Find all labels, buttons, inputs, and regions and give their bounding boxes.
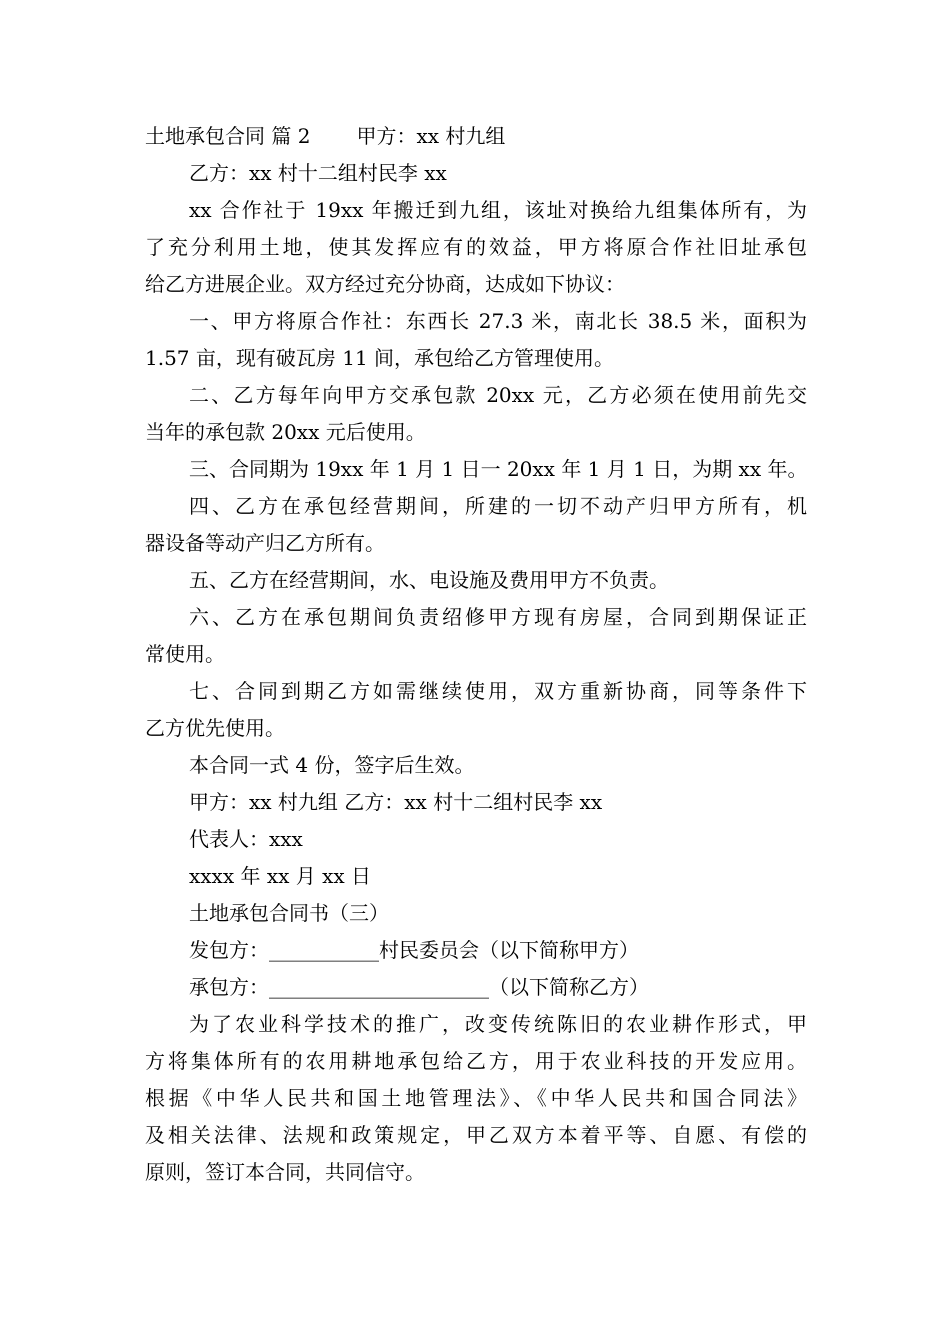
date-line: xxxx 年 xx 月 xx 日 xyxy=(189,864,372,888)
clause-3-line: 三、合同期为 19xx 年 1 月 1 日一 20xx 年 1 月 1 日，为期 xx 年。 xyxy=(189,457,808,481)
clause-2-line: 当年的承包款 20xx 元后使用。 xyxy=(145,420,426,444)
intro-paragraph-line: 了充分利用土地，使其发挥应有的效益，甲方将原合作社旧址承包 xyxy=(145,235,807,259)
intro-paragraph-line: xx 合作社于 19xx 年搬迁到九组，该址对换给九组集体所有，为 xyxy=(189,198,807,222)
party-b-line: 乙方：xx 村十二组村民李 xx xyxy=(189,161,447,185)
clause-2-line: 二、乙方每年向甲方交承包款 20xx 元，乙方必须在使用前先交 xyxy=(189,383,807,407)
copies-line: 本合同一式 4 份，签字后生效。 xyxy=(189,753,475,777)
signature-parties-line: 甲方：xx 村九组 乙方：xx 村十二组村民李 xx xyxy=(189,790,603,814)
clause-6-line: 六、乙方在承包期间负责绍修甲方现有房屋，合同到期保证正 xyxy=(189,605,807,629)
clause-5-line: 五、乙方在经营期间，水、电设施及费用甲方不负责。 xyxy=(189,568,669,592)
clause-4-line: 器设备等动产归乙方所有。 xyxy=(145,531,385,555)
preamble-paragraph-line: 原则，签订本合同，共同信守。 xyxy=(145,1160,425,1184)
contractor-issuer-line: 发包方：___________村民委员会（以下简称甲方） xyxy=(189,938,639,962)
clause-1-line: 1.57 亩，现有破瓦房 11 间，承包给乙方管理使用。 xyxy=(145,346,615,370)
preamble-paragraph-line: 根据《中华人民共和国土地管理法》、《中华人民共和国合同法》 xyxy=(145,1086,807,1110)
section-title: 土地承包合同书（三） xyxy=(189,901,389,925)
representative-line: 代表人：xxx xyxy=(189,827,303,851)
contractor-receiver-line: 承包方：______________________（以下简称乙方） xyxy=(189,975,649,999)
document-body xyxy=(145,118,807,1191)
clause-7-line: 乙方优先使用。 xyxy=(145,716,285,740)
party-a-heading: 甲方：xx 村九组 xyxy=(356,124,506,148)
clause-6-line: 常使用。 xyxy=(145,642,225,666)
clause-1-line: 一、甲方将原合作社：东西长 27.3 米，南北长 38.5 米，面积为 xyxy=(189,309,807,333)
contract-heading-line xyxy=(145,118,807,155)
intro-paragraph-line: 给乙方进展企业。双方经过充分协商，达成如下协议： xyxy=(145,272,625,296)
clause-7-line: 七、合同到期乙方如需继续使用，双方重新协商，同等条件下 xyxy=(189,679,807,703)
preamble-paragraph-line: 为了农业科学技术的推广，改变传统陈旧的农业耕作形式，甲 xyxy=(189,1012,807,1036)
clause-4-line: 四、乙方在承包经营期间，所建的一切不动产归甲方所有，机 xyxy=(189,494,807,518)
preamble-paragraph-line: 及相关法律、法规和政策规定，甲乙双方本着平等、自愿、有偿的 xyxy=(145,1123,807,1147)
preamble-paragraph-line: 方将集体所有的农用耕地承包给乙方，用于农业科技的开发应用。 xyxy=(145,1049,807,1073)
contract-title: 土地承包合同 篇 2 xyxy=(145,124,311,148)
